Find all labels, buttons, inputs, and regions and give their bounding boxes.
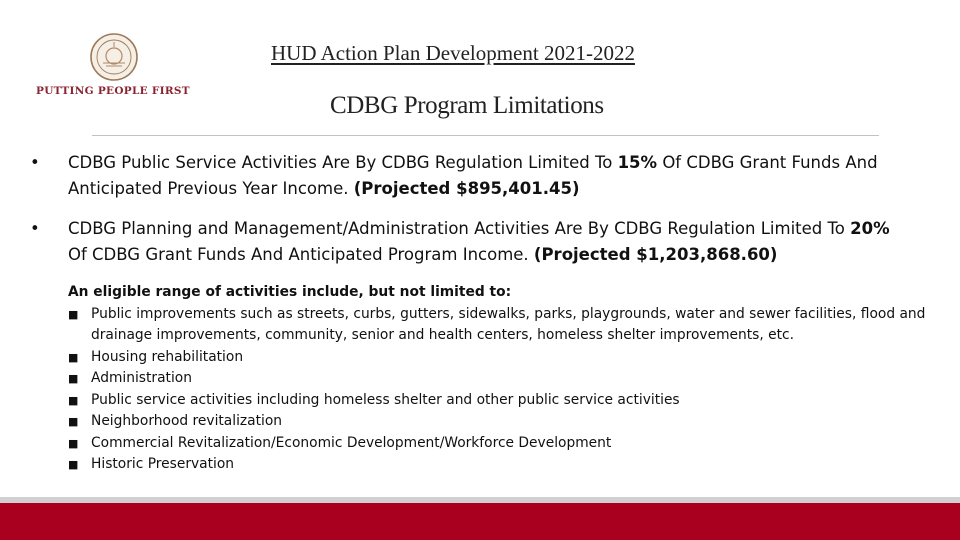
square-bullet-icon: ■ xyxy=(68,436,79,450)
logo-tagline: PUTTING PEOPLE FIRST xyxy=(36,85,190,97)
square-bullet-icon: ■ xyxy=(68,307,79,321)
eligible-intro: An eligible range of activities include, but not limited to: xyxy=(68,284,512,300)
bullet-percent: 20% xyxy=(850,219,890,238)
square-bullet-icon: ■ xyxy=(68,372,79,385)
bullet-dot: • xyxy=(30,219,40,238)
list-item: ■ Commercial Revitalization/Economic Development/Workforce Development xyxy=(68,433,938,455)
list-item: ■ Historic Preservation xyxy=(68,454,938,476)
city-seal-icon xyxy=(89,32,139,82)
list-item: ■ Neighborhood revitalization xyxy=(68,411,938,433)
square-bullet-icon: ■ xyxy=(68,415,79,428)
bullet-dot: • xyxy=(30,153,40,172)
list-item: ■ Housing rehabilitation xyxy=(68,347,938,369)
slide-title: CDBG Program Limitations xyxy=(330,92,604,119)
square-bullet-icon: ■ xyxy=(68,393,79,407)
bullet-projection: (Projected $1,203,868.60) xyxy=(533,245,778,264)
bullet-text: CDBG Planning and Management/Administration Activities Are By CDBG Regulation Limited To 20% Of CDBG Grant Funds And Anticipated Program Income. (Projected $1,203,868.60) xyxy=(68,219,890,264)
bullet-percent: 15% xyxy=(617,153,658,172)
square-bullet-icon: ■ xyxy=(68,350,79,364)
bullet-projection: (Projected $895,401.45) xyxy=(353,179,580,198)
eligible-activities xyxy=(68,282,938,476)
footer-band xyxy=(0,503,960,540)
eligible-list xyxy=(68,304,938,476)
city-logo xyxy=(34,30,194,102)
title-divider xyxy=(92,135,879,136)
square-bullet-icon: ■ xyxy=(68,458,79,471)
page-header-title: HUD Action Plan Development 2021-2022 xyxy=(271,41,635,65)
list-item: ■ Public service activities including homeless shelter and other public service activities xyxy=(68,390,938,412)
list-item: ■ Public improvements such as streets, curbs, gutters, sidewalks, parks, playgrounds, water and sewer facilities, flood and drainage improvements, community, senior and health centers, homeless shelter improvements, etc. xyxy=(68,305,926,343)
list-item: ■ Administration xyxy=(68,368,938,390)
bullet-text: CDBG Public Service Activities Are By CDBG Regulation Limited To 15% Of CDBG Grant Funds And Anticipated Previous Year Income. (Projected $895,401.45) xyxy=(68,153,878,198)
